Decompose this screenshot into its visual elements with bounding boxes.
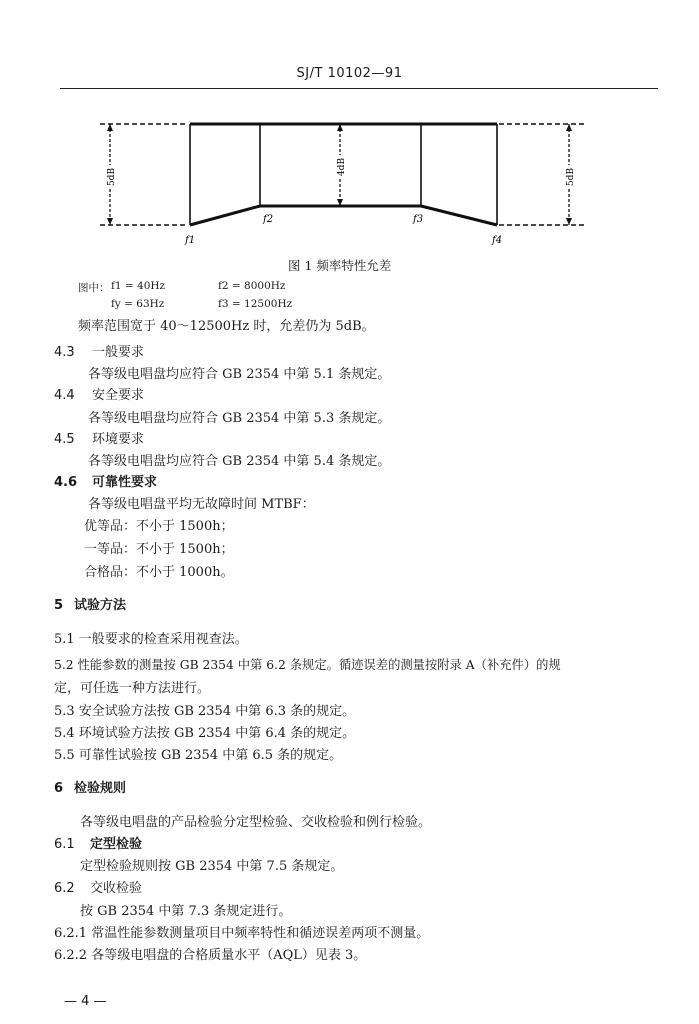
label-middle-span: 4dB — [337, 157, 347, 177]
label-right-span: 5dB — [566, 167, 576, 187]
s5-3: 5.3 安全试验方法按 GB 2354 中第 6.3 条的规定。 — [54, 704, 356, 719]
s5-title: 试验方法 — [74, 598, 127, 613]
label-f2: f2 — [263, 214, 274, 225]
s4-3-title: 一般要求 — [92, 345, 145, 360]
s6-2-1: 6.2.1 常温性能参数测量项目中频率特性和循迹误差两项不测量。 — [54, 926, 430, 941]
range-note: 频率范围宽于 40～12500Hz 时，允差仍为 5dB。 — [78, 319, 375, 334]
legend-f1: f1 = 40Hz — [111, 280, 166, 292]
bottom-segment-1 — [190, 206, 260, 225]
s5-num: 5 — [54, 598, 64, 613]
figure-caption: 图 1 频率特性允差 — [288, 258, 392, 273]
label-f4: f4 — [492, 235, 503, 246]
s4-5-num: 4.5 — [54, 432, 75, 447]
s6-intro: 各等级电唱盘的产品检验分定型检验、交收检验和例行检验。 — [80, 815, 432, 830]
s4-6-num: 4.6 — [54, 475, 78, 490]
legend-fy: fy = 63Hz — [111, 298, 165, 310]
s4-4-title: 安全要求 — [92, 388, 145, 403]
grade-first: 一等品：不小于 1500h； — [84, 542, 234, 557]
s4-4-body: 各等级电唱盘均应符合 GB 2354 中第 5.3 条规定。 — [88, 411, 391, 426]
label-f1: f1 — [185, 235, 196, 246]
bottom-segment-3 — [421, 206, 497, 225]
label-left-span: 5dB — [107, 167, 117, 187]
s6-1-num: 6.1 — [54, 837, 75, 852]
legend-f2: f2 = 8000Hz — [218, 280, 286, 292]
s6-2-2: 6.2.2 各等级电唱盘的合格质量水平（AQL）见表 3。 — [54, 948, 367, 963]
s6-2-body: 按 GB 2354 中第 7.3 条规定进行。 — [80, 904, 292, 919]
s4-5-title: 环境要求 — [92, 432, 145, 447]
s4-6-body: 各等级电唱盘平均无故障时间 MTBF： — [88, 497, 315, 512]
grade-qualified: 合格品：不小于 1000h。 — [84, 565, 234, 580]
s6-title: 检验规则 — [74, 781, 127, 796]
s6-num: 6 — [54, 781, 64, 796]
s5-5: 5.5 可靠性试验按 GB 2354 中第 6.5 条的规定。 — [54, 748, 343, 763]
legend-prefix: 图中： — [78, 282, 110, 294]
label-f3: f3 — [413, 214, 424, 225]
s5-1: 5.1 一般要求的检查采用视查法。 — [54, 632, 248, 647]
s4-3-num: 4.3 — [54, 345, 75, 360]
s5-2-line1: 5.2 性能参数的测量按 GB 2354 中第 6.2 条规定。循迹误差的测量按附录 A（补充件）的规 — [54, 658, 561, 672]
s4-3-body: 各等级电唱盘均应符合 GB 2354 中第 5.1 条规定。 — [88, 367, 391, 382]
running-header: SJ/T 10102—91 — [296, 66, 403, 81]
s4-6-title: 可靠性要求 — [92, 475, 158, 490]
s4-4-num: 4.4 — [54, 388, 75, 403]
s6-2-num: 6.2 — [54, 881, 75, 896]
s5-2-line2: 定，可任选一种方法进行。 — [54, 681, 211, 696]
frequency-tolerance-diagram — [60, 110, 620, 250]
header-rule — [60, 88, 658, 89]
legend-f3: f3 = 12500Hz — [218, 298, 293, 310]
s6-1-body: 定型检验规则按 GB 2354 中第 7.5 条规定。 — [80, 859, 344, 874]
s5-4: 5.4 环境试验方法按 GB 2354 中第 6.4 条的规定。 — [54, 726, 356, 741]
grade-premium: 优等品：不小于 1500h； — [84, 519, 234, 534]
s6-2-title: 交收检验 — [90, 881, 143, 896]
s4-5-body: 各等级电唱盘均应符合 GB 2354 中第 5.4 条规定。 — [88, 454, 391, 469]
page-number: — 4 — — [64, 994, 107, 1009]
s6-1-title: 定型检验 — [90, 837, 143, 852]
